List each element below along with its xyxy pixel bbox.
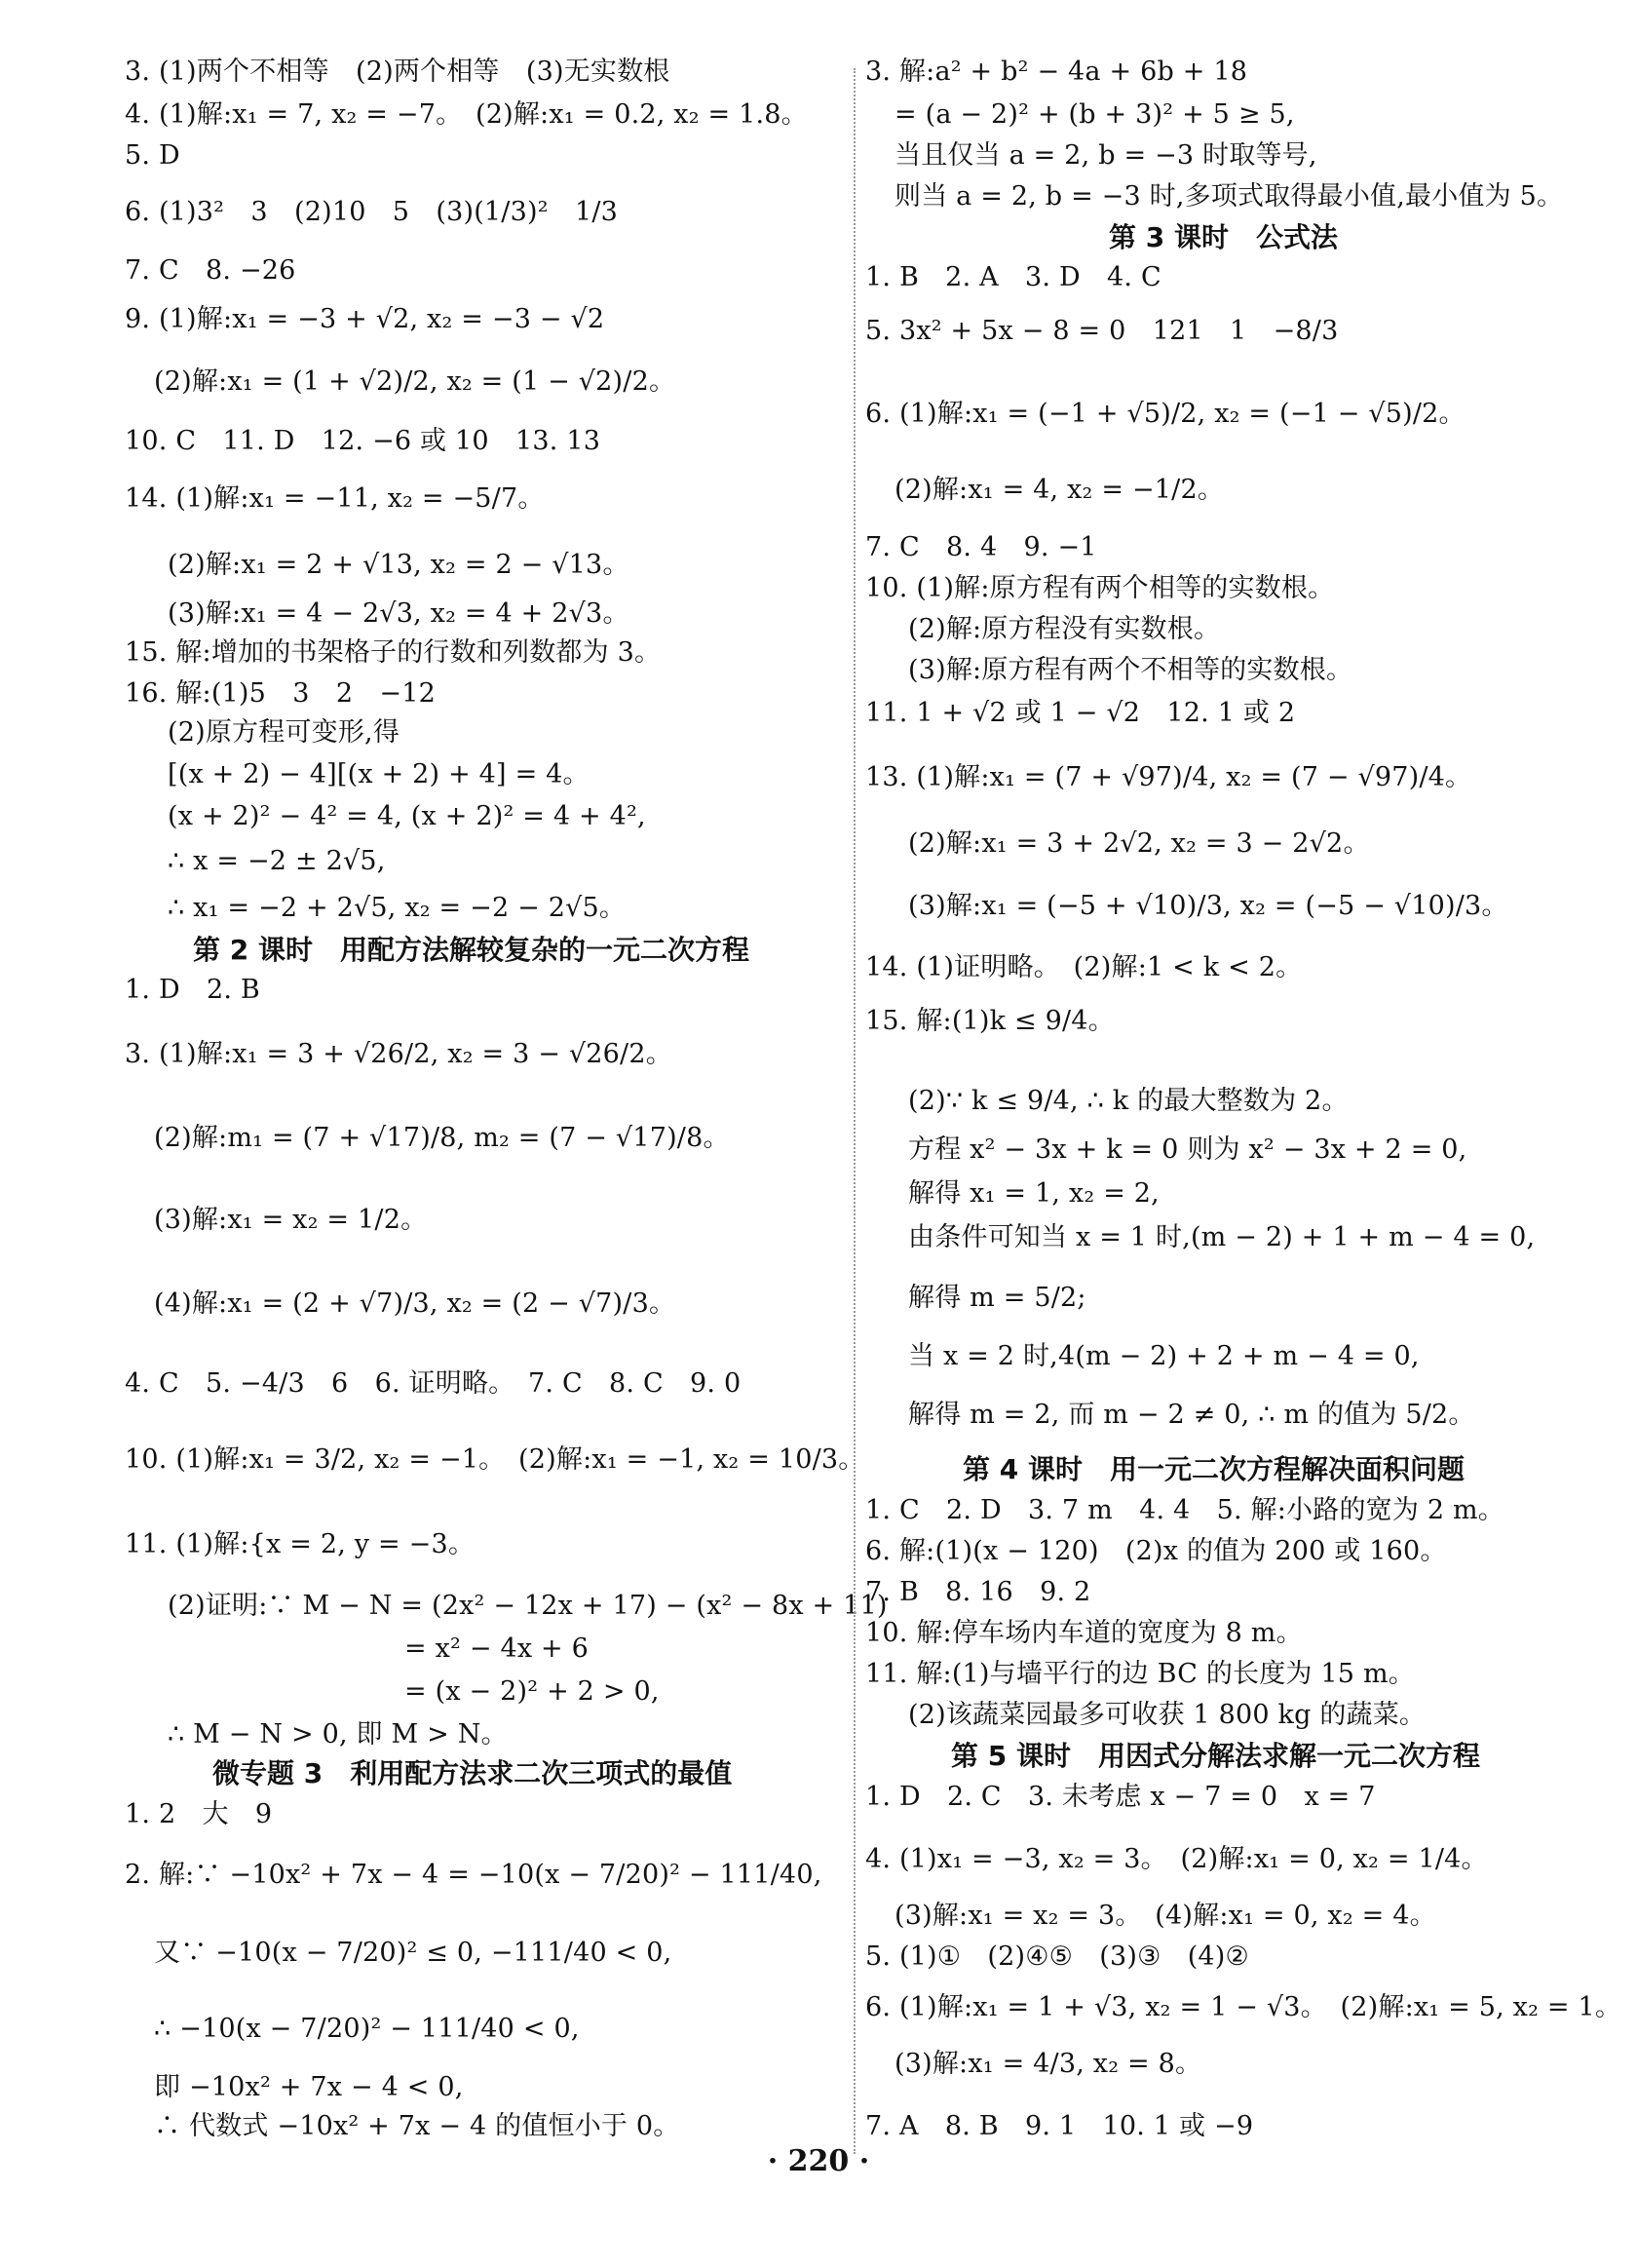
right-answer-line: 5. (1)① (2)④⑤ (3)③ (4)② [865, 1941, 1249, 1972]
left-answer-line: ∴ x₁ = −2 + 2√5, x₂ = −2 − 2√5。 [168, 893, 627, 923]
right-answer-line: 11. 1 + √2 或 1 − √2 12. 1 或 2 [865, 698, 1296, 728]
right-answer-line: 方程 x² − 3x + k = 0 则为 x² − 3x + 2 = 0, [908, 1134, 1467, 1165]
left-answer-line: 4. C 5. −4/3 6 6. 证明略。 7. C 8. C 9. 0 [125, 1368, 742, 1399]
right-answer-line: (3)解:x₁ = 4/3, x₂ = 8。 [895, 2049, 1202, 2079]
left-answer-line: 5. D [125, 140, 180, 171]
left-answer-line: ∴ −10(x − 7/20)² − 111/40 < 0, [154, 2014, 580, 2044]
right-answer-line: 当且仅当 a = 2, b = −3 时取等号, [895, 140, 1317, 171]
right-answer-line: 11. 解:(1)与墙平行的边 BC 的长度为 15 m。 [865, 1659, 1415, 1689]
left-answer-line: 10. (1)解:x₁ = 3/2, x₂ = −1。 (2)解:x₁ = −1, x₂ = 10/3。 [125, 1444, 865, 1475]
right-answer-line: (3)解:x₁ = x₂ = 3。 (4)解:x₁ = 0, x₂ = 4。 [895, 1901, 1436, 1931]
left-answer-line: ∴ x = −2 ± 2√5, [168, 846, 386, 876]
right-answer-line: 7. A 8. B 9. 1 10. 1 或 −9 [865, 2111, 1254, 2141]
left-answer-line: (x + 2)² − 4² = 4, (x + 2)² = 4 + 4², [168, 801, 646, 831]
left-answer-line: (2)解:m₁ = (7 + √17)/8, m₂ = (7 − √17)/8。 [154, 1123, 730, 1153]
right-answer-line: 6. (1)解:x₁ = (−1 + √5)/2, x₂ = (−1 − √5)/2。 [865, 399, 1466, 429]
right-answer-line: 当 x = 2 时,4(m − 2) + 2 + m − 4 = 0, [908, 1341, 1420, 1371]
left-answer-line: 11. (1)解:{x = 2, y = −3。 [125, 1529, 476, 1559]
right-section-heading: 第 4 课时 用一元二次方程解决面积问题 [963, 1453, 1465, 1485]
left-section-heading: 微专题 3 利用配方法求二次三项式的最值 [212, 1757, 733, 1789]
right-answer-line: 10. 解:停车场内车道的宽度为 8 m。 [865, 1618, 1303, 1648]
left-section-heading: 第 2 课时 用配方法解较复杂的一元二次方程 [193, 934, 749, 966]
right-answer-line: 5. 3x² + 5x − 8 = 0 121 1 −8/3 [865, 316, 1339, 346]
left-answer-line: (2)解:x₁ = 2 + √13, x₂ = 2 − √13。 [168, 550, 629, 580]
left-answer-line: [(x + 2) − 4][(x + 2) + 4] = 4。 [168, 759, 590, 789]
right-answer-line: (2)解:x₁ = 4, x₂ = −1/2。 [895, 475, 1225, 505]
left-answer-line: 14. (1)解:x₁ = −11, x₂ = −5/7。 [125, 483, 545, 514]
left-answer-line: = x² − 4x + 6 [404, 1634, 590, 1664]
column-divider [854, 68, 856, 2154]
right-answer-line: 则当 a = 2, b = −3 时,多项式取得最小值,最小值为 5。 [895, 181, 1564, 211]
left-answer-line: 16. 解:(1)5 3 2 −12 [125, 678, 436, 709]
right-answer-line: 7. C 8. 4 9. −1 [865, 532, 1097, 562]
left-answer-line: ∴ M − N > 0, 即 M > N。 [168, 1719, 508, 1749]
right-answer-line: 4. (1)x₁ = −3, x₂ = 3。 (2)解:x₁ = 0, x₂ = 1/4。 [865, 1844, 1488, 1874]
right-answer-line: 10. (1)解:原方程有两个相等的实数根。 [865, 573, 1335, 603]
right-answer-line: 1. B 2. A 3. D 4. C [865, 262, 1161, 292]
right-answer-line: 15. 解:(1)k ≤ 9/4。 [865, 1006, 1115, 1036]
left-answer-line: 3. (1)两个不相等 (2)两个相等 (3)无实数根 [125, 57, 670, 87]
right-answer-line: 13. (1)解:x₁ = (7 + √97)/4, x₂ = (7 − √97)/4。 [865, 762, 1472, 792]
left-answer-line: (3)解:x₁ = x₂ = 1/2。 [154, 1205, 428, 1235]
right-answer-line: = (a − 2)² + (b + 3)² + 5 ≥ 5, [895, 99, 1295, 130]
right-answer-line: 1. D 2. C 3. 未考虑 x − 7 = 0 x = 7 [865, 1782, 1376, 1812]
right-section-heading: 第 5 课时 用因式分解法求解一元二次方程 [951, 1740, 1480, 1772]
left-answer-line: (4)解:x₁ = (2 + √7)/3, x₂ = (2 − √7)/3。 [154, 1288, 676, 1319]
left-answer-line: 15. 解:增加的书架格子的行数和列数都为 3。 [125, 637, 662, 668]
right-answer-line: 7. B 8. 16 9. 2 [865, 1577, 1091, 1607]
right-answer-line: 解得 m = 5/2; [908, 1283, 1086, 1313]
right-answer-line: (3)解:原方程有两个不相等的实数根。 [908, 655, 1353, 685]
right-answer-line: (2)该蔬菜园最多可收获 1 800 kg 的蔬菜。 [908, 1700, 1427, 1730]
left-answer-line: (3)解:x₁ = 4 − 2√3, x₂ = 4 + 2√3。 [168, 598, 629, 629]
right-answer-line: 解得 m = 2, 而 m − 2 ≠ 0, ∴ m 的值为 5/2。 [908, 1400, 1475, 1430]
left-answer-line: (2)解:x₁ = (1 + √2)/2, x₂ = (1 − √2)/2。 [154, 366, 676, 397]
left-answer-line: 即 −10x² + 7x − 4 < 0, [154, 2072, 464, 2102]
right-answer-line: 3. 解:a² + b² − 4a + 6b + 18 [865, 57, 1248, 87]
right-answer-line: 14. (1)证明略。 (2)解:1 < k < 2。 [865, 952, 1303, 982]
left-answer-line: 3. (1)解:x₁ = 3 + √26/2, x₂ = 3 − √26/2。 [125, 1039, 672, 1069]
left-answer-line: 1. D 2. B [125, 975, 260, 1005]
right-answer-line: (3)解:x₁ = (−5 + √10)/3, x₂ = (−5 − √10)/3。 [908, 891, 1508, 921]
left-answer-line: 7. C 8. −26 [125, 255, 296, 286]
left-answer-line: = (x − 2)² + 2 > 0, [404, 1676, 660, 1707]
left-answer-line: (2)证明:∵ M − N = (2x² − 12x + 17) − (x² − 8x + 11) [168, 1591, 888, 1621]
right-answer-line: (2)解:原方程没有实数根。 [908, 614, 1221, 644]
left-answer-line: 2. 解:∵ −10x² + 7x − 4 = −10(x − 7/20)² − 111/40, [125, 1860, 822, 1890]
right-section-heading: 第 3 课时 公式法 [1109, 221, 1338, 253]
left-answer-line: (2)原方程可变形,得 [168, 717, 400, 748]
right-answer-line: 由条件可知当 x = 1 时,(m − 2) + 1 + m − 4 = 0, [908, 1222, 1536, 1252]
left-answer-line: 1. 2 大 9 [125, 1799, 273, 1829]
page-number: · 220 · [767, 2144, 870, 2178]
right-answer-line: 6. 解:(1)(x − 120) (2)x 的值为 200 或 160。 [865, 1536, 1447, 1566]
right-answer-line: (2)解:x₁ = 3 + 2√2, x₂ = 3 − 2√2。 [908, 828, 1370, 859]
left-answer-line: 6. (1)3² 3 (2)10 5 (3)(1/3)² 1/3 [125, 197, 618, 227]
right-answer-line: (2)∵ k ≤ 9/4, ∴ k 的最大整数为 2。 [908, 1086, 1349, 1116]
left-answer-line: 9. (1)解:x₁ = −3 + √2, x₂ = −3 − √2 [125, 304, 605, 334]
left-answer-line: 4. (1)解:x₁ = 7, x₂ = −7。 (2)解:x₁ = 0.2, x₂ = 1.8。 [125, 99, 808, 130]
left-answer-line: 又∵ −10(x − 7/20)² ≤ 0, −111/40 < 0, [154, 1938, 672, 1968]
right-answer-line: 1. C 2. D 3. 7 m 4. 4 5. 解:小路的宽为 2 m。 [865, 1495, 1505, 1525]
left-answer-line: ∴ 代数式 −10x² + 7x − 4 的值恒小于 0。 [154, 2111, 680, 2141]
right-answer-line: 6. (1)解:x₁ = 1 + √3, x₂ = 1 − √3。 (2)解:x₁ = 5, x₂ = 1。 [865, 1992, 1622, 2022]
left-answer-line: 10. C 11. D 12. −6 或 10 13. 13 [125, 426, 601, 456]
right-answer-line: 解得 x₁ = 1, x₂ = 2, [908, 1178, 1160, 1209]
